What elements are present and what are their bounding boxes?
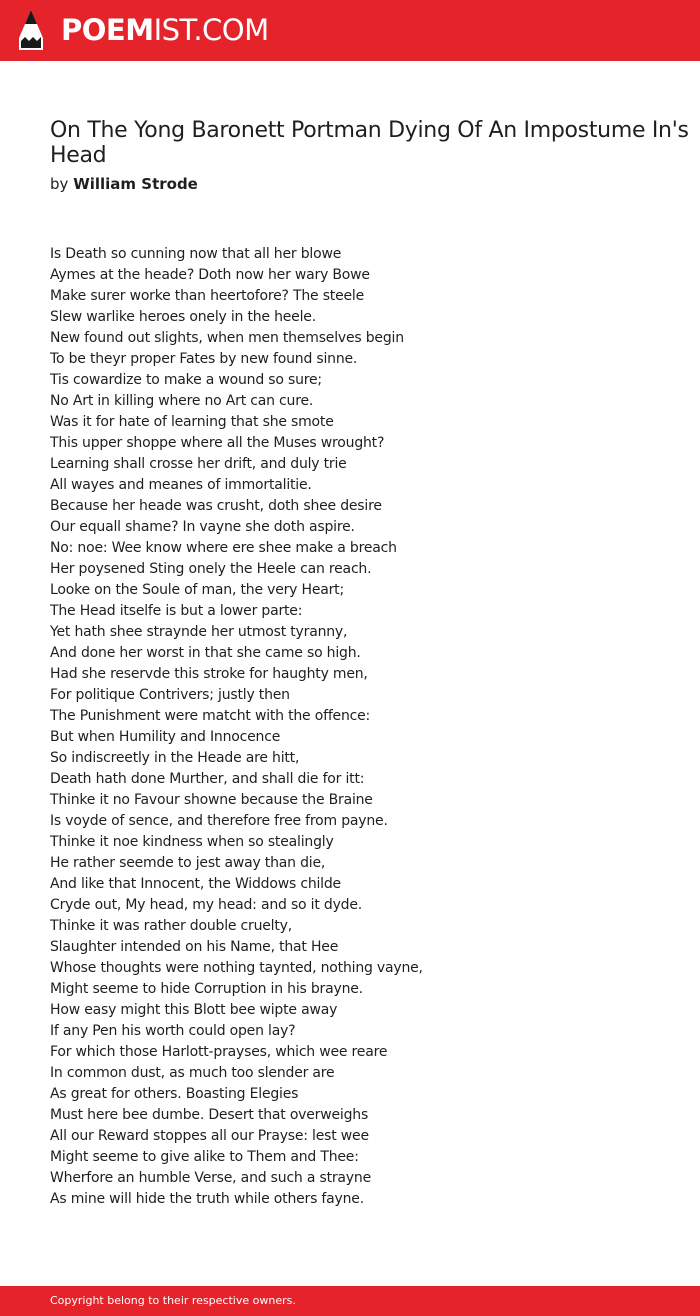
poem-line: Looke on the Soule of man, the very Heart; (50, 582, 344, 598)
poem-line: To be theyr proper Fates by new found sinne. (50, 351, 358, 367)
by-label: by (50, 175, 69, 193)
poem-line: And done her worst in that she came so high. (50, 645, 361, 661)
poem-line: As great for others. Boasting Elegies (50, 1086, 299, 1102)
poem-line: New found out slights, when men themselves begin (50, 330, 404, 346)
poem-line: Had she reservde this stroke for haughty men, (50, 666, 368, 682)
poem-line: Aymes at the heade? Doth now her wary Bowe (50, 267, 370, 283)
site-header (0, 0, 700, 61)
poem-line: Thinke it no Favour showne because the Braine (50, 792, 373, 808)
poem-line: Might seeme to give alike to Them and Thee: (50, 1149, 359, 1165)
poem-line: The Head itselfe is but a lower parte: (50, 603, 303, 619)
poem-line: Must here bee dumbe. Desert that overweighs (50, 1107, 369, 1123)
poem-line: Thinke it was rather double cruelty, (50, 918, 292, 934)
poem-line: Learning shall crosse her drift, and duly trie (50, 456, 347, 472)
poem-line: No: noe: Wee know where ere shee make a breach (50, 540, 397, 556)
poem-line: For which those Harlott-prayses, which wee reare (50, 1044, 388, 1060)
poem-line: Cryde out, My head, my head: and so it dyde. (50, 897, 363, 913)
copyright-notice: Copyright belong to their respective owners. (50, 1294, 296, 1307)
poem-line: Make surer worke than heertofore? The steele (50, 288, 365, 304)
logo-light-part: IST.COM (153, 13, 269, 47)
site-logo-link[interactable] (17, 8, 269, 52)
poem-line: How easy might this Blott bee wipte away (50, 1002, 338, 1018)
poem-line: But when Humility and Innocence (50, 729, 281, 745)
poem-line: The Punishment were matcht with the offence: (50, 708, 371, 724)
poem-line: All wayes and meanes of immortalitie. (50, 477, 312, 493)
author-name[interactable]: William Strode (73, 175, 198, 193)
poem-line: Our equall shame? In vayne she doth aspire. (50, 519, 355, 535)
poem-line: Whose thoughts were nothing taynted, nothing vayne, (50, 960, 423, 976)
poem-line: So indiscreetly in the Heade are hitt, (50, 750, 300, 766)
pencil-tip-icon (17, 8, 45, 52)
poem-line: Tis cowardize to make a wound so sure; (50, 372, 322, 388)
poem-line: Slew warlike heroes onely in the heele. (50, 309, 316, 325)
poem-line: In common dust, as much too slender are (50, 1065, 335, 1081)
poem-body (50, 244, 670, 1210)
poem-line: Might seeme to hide Corruption in his brayne. (50, 981, 363, 997)
byline (50, 174, 198, 194)
poem-title: On The Yong Baronett Portman Dying Of An Impostume In's Head (50, 118, 689, 168)
poem-line: Her poysened Sting onely the Heele can reach. (50, 561, 372, 577)
poem-line: Is voyde of sence, and therefore free from payne. (50, 813, 388, 829)
poem-line: He rather seemde to jest away than die, (50, 855, 326, 871)
site-footer (0, 1286, 700, 1316)
poem-line: All our Reward stoppes all our Prayse: lest wee (50, 1128, 369, 1144)
poem-line: This upper shoppe where all the Muses wrought? (50, 435, 385, 451)
poem-line: Death hath done Murther, and shall die for itt: (50, 771, 365, 787)
poem-line: Yet hath shee straynde her utmost tyranny, (50, 624, 348, 640)
logo-bold-part: POEM (61, 13, 154, 47)
poem-line: Is Death so cunning now that all her blowe (50, 246, 342, 262)
poem-line: For politique Contrivers; justly then (50, 687, 290, 703)
poem-line: Slaughter intended on his Name, that Hee (50, 939, 339, 955)
site-logo-text (61, 8, 269, 52)
poem-line: Because her heade was crusht, doth shee desire (50, 498, 382, 514)
poem-line: Was it for hate of learning that she smote (50, 414, 334, 430)
poem-line: If any Pen his worth could open lay? (50, 1023, 296, 1039)
poem-line: Wherfore an humble Verse, and such a strayne (50, 1170, 371, 1186)
poem-line: And like that Innocent, the Widdows childe (50, 876, 341, 892)
poem-line: As mine will hide the truth while others fayne. (50, 1191, 364, 1207)
poem-line: No Art in killing where no Art can cure. (50, 393, 314, 409)
poem-line: Thinke it noe kindness when so stealingly (50, 834, 334, 850)
